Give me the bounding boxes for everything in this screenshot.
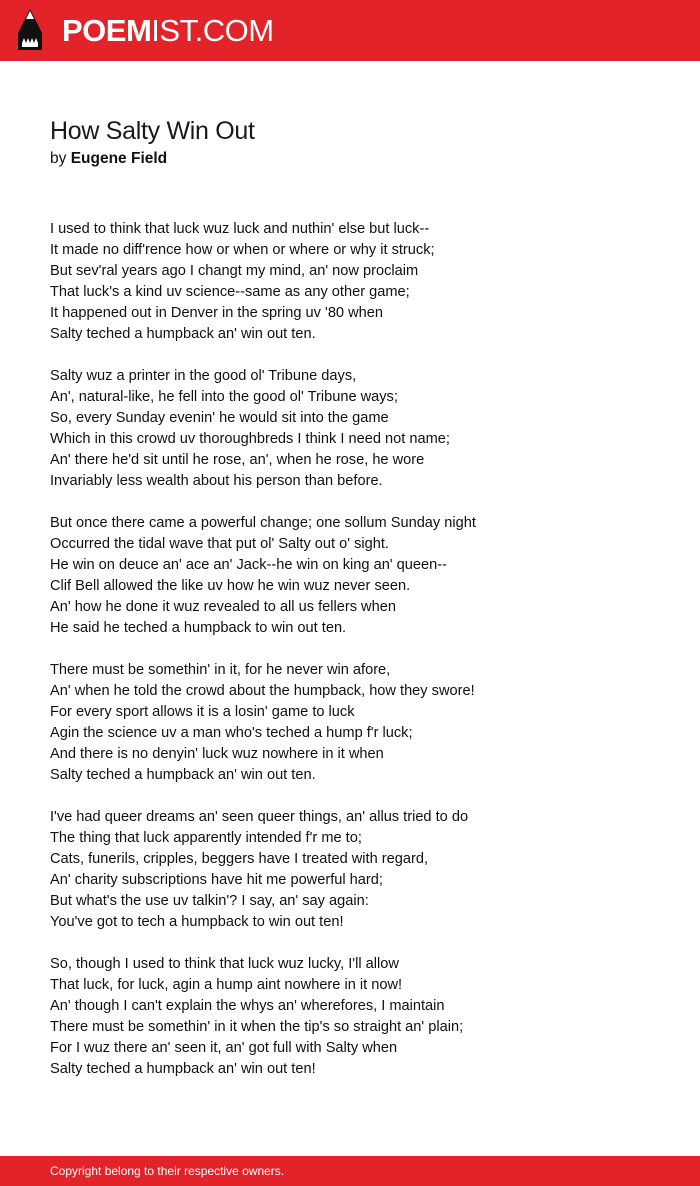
poem-stanza	[50, 219, 670, 345]
poem-line: So, every Sunday evenin' he would sit into the game	[50, 410, 389, 426]
poem-line: Which in this crowd uv thoroughbreds I think I need not name;	[50, 431, 450, 447]
poem-body	[50, 219, 670, 1101]
poem-line: But what's the use uv talkin'? I say, an' say again:	[50, 893, 369, 909]
poem-line: You've got to tech a humpback to win out ten!	[50, 914, 344, 930]
by-label: by	[50, 150, 67, 167]
poem-line: An' when he told the crowd about the humpback, how they swore!	[50, 683, 475, 699]
poem-line: It made no diff'rence how or when or where or why it struck;	[50, 242, 435, 258]
poem-line: An' though I can't explain the whys an' wherefores, I maintain	[50, 998, 445, 1014]
copyright-text: Copyright belong to their respective owners.	[50, 1164, 285, 1178]
poem-line: So, though I used to think that luck wuz lucky, I'll allow	[50, 956, 399, 972]
site-footer	[0, 1156, 700, 1186]
logo-light-text: IST.COM	[151, 13, 274, 48]
poem-line: An' there he'd sit until he rose, an', when he rose, he wore	[50, 452, 425, 468]
poem-line: Occurred the tidal wave that put ol' Salty out o' sight.	[50, 536, 389, 552]
poem-line: There must be somethin' in it, for he never win afore,	[50, 662, 391, 678]
site-logo-text[interactable]	[62, 13, 274, 49]
poem-line: I've had queer dreams an' seen queer things, an' allus tried to do	[50, 809, 469, 825]
poem-stanza	[50, 660, 670, 786]
poem-stanza	[50, 366, 670, 492]
poem-byline	[50, 149, 167, 169]
poem-line: That luck, for luck, agin a hump aint nowhere in it now!	[50, 977, 403, 993]
poem-line: There must be somethin' in it when the tip's so straight an' plain;	[50, 1019, 464, 1035]
poem-title: How Salty Win Out	[50, 117, 255, 145]
poem-stanza	[50, 954, 670, 1080]
poem-line: Salty teched a humpback an' win out ten!	[50, 1061, 316, 1077]
poem-line: He win on deuce an' ace an' Jack--he win on king an' queen--	[50, 557, 447, 573]
poem-line: The thing that luck apparently intended f'r me to;	[50, 830, 362, 846]
poem-line: But once there came a powerful change; one sollum Sunday night	[50, 515, 476, 531]
poem-stanza	[50, 513, 670, 639]
poem-line: Invariably less wealth about his person than before.	[50, 473, 383, 489]
poem-line: For every sport allows it is a losin' game to luck	[50, 704, 355, 720]
poem-line: An' charity subscriptions have hit me powerful hard;	[50, 872, 383, 888]
poem-line: Salty teched a humpback an' win out ten.	[50, 767, 316, 783]
poem-line: An' how he done it wuz revealed to all us fellers when	[50, 599, 396, 615]
poem-line: But sev'ral years ago I changt my mind, an' now proclaim	[50, 263, 419, 279]
pencil-logo-icon[interactable]	[18, 9, 42, 51]
poem-line: Agin the science uv a man who's teched a hump f'r luck;	[50, 725, 413, 741]
poem-line: And there is no denyin' luck wuz nowhere in it when	[50, 746, 384, 762]
poem-line: Cats, funerils, cripples, beggers have I treated with regard,	[50, 851, 429, 867]
poem-line: An', natural-like, he fell into the good ol' Tribune ways;	[50, 389, 398, 405]
site-header	[0, 0, 700, 61]
poem-line: Salty teched a humpback an' win out ten.	[50, 326, 316, 342]
logo-strong-text: POEM	[62, 13, 152, 48]
poem-line: Salty wuz a printer in the good ol' Tribune days,	[50, 368, 357, 384]
poem-stanza	[50, 807, 670, 933]
poem-line: He said he teched a humpback to win out ten.	[50, 620, 347, 636]
poem-author: Eugene Field	[70, 150, 168, 167]
poem-line: Clif Bell allowed the like uv how he win wuz never seen.	[50, 578, 411, 594]
poem-line: I used to think that luck wuz luck and nuthin' else but luck--	[50, 221, 430, 237]
poem-line: For I wuz there an' seen it, an' got full with Salty when	[50, 1040, 398, 1056]
poem-line: That luck's a kind uv science--same as any other game;	[50, 284, 410, 300]
poem-line: It happened out in Denver in the spring uv '80 when	[50, 305, 383, 321]
